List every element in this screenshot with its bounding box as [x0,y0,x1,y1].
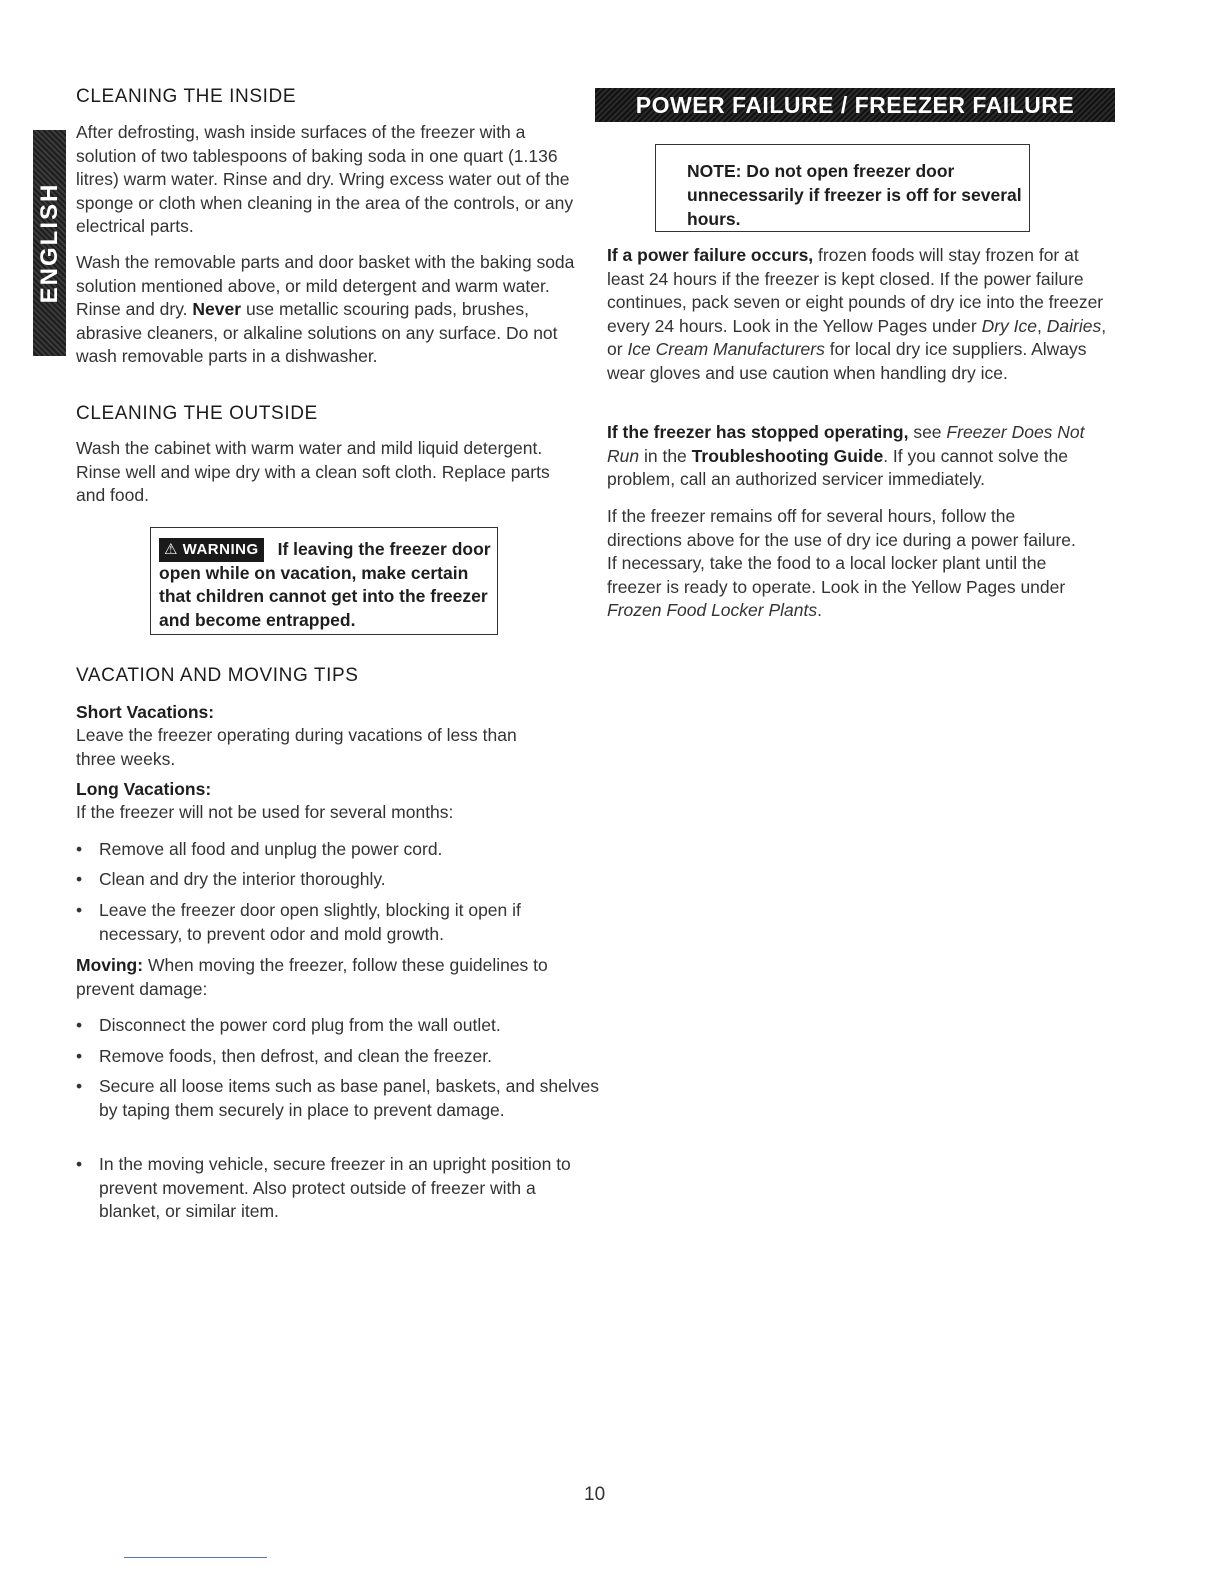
in-the-text: in the [643,445,687,466]
power-failure-para3 [607,505,1087,623]
moving-text: When moving the freezer, follow these guidelines to prevent damage: [76,955,548,999]
troubleshooting-guide-term: Troubleshooting Guide [691,445,884,466]
bullet-icon: • [76,1015,83,1035]
power-failure-p1-b: for local dry ice suppliers. Always wear gloves and use caution when handling dry ice. [607,339,1087,383]
list-item-text: Remove all food and unplug the power cord. [99,839,443,859]
power-failure-banner-title: POWER FAILURE / FREEZER FAILURE [635,91,1075,118]
vacation-heading: VACATION AND MOVING TIPS [76,665,359,686]
sep2: , or [607,315,1107,359]
list-item-text: Clean and dry the interior thoroughly. [99,869,386,889]
power-failure-lead: If a power failure occurs, [607,245,814,265]
cleaning-outside-heading: CLEANING THE OUTSIDE [76,403,318,424]
page-number: 10 [584,1484,606,1505]
list-item-text: Remove foods, then defrost, and clean the freezer. [99,1046,493,1066]
list-item-text: Secure all loose items such as base panel, baskets, and shelves by taping them securely in place to prevent damage. [99,1076,600,1120]
see-text: see [913,422,942,442]
dairies-term: Dairies [1046,315,1102,336]
cleaning-inside-para2-b: use metallic scouring pads, brushes, abrasive cleaners, or alkaline solutions on any surface. Do not wash removable parts in a dishwasher. [76,299,558,366]
long-vacations-title: Long Vacations: [76,779,212,799]
short-vacations-text: Leave the freezer operating during vacations of less than three weeks. [76,725,517,769]
language-tab-label: ENGLISH [35,182,63,304]
sep1: , [1037,315,1042,336]
warning-text: If leaving the freezer door open while on vacation, make certain that children cannot get into the freezer and become entrapped. [159,539,491,630]
cleaning-inside-para1: After defrosting, wash inside surfaces of the freezer with a solution of two tablespoons of baking soda in one quart (1.136 litres) warm water. Rinse and dry. Wring excess water out of the sponge or cloth when cleaning in the area of the controls, or any electrical parts. [76,122,574,236]
moving-title: Moving: [76,955,144,975]
list-item-text: Leave the freezer door open slightly, blocking it open if necessary, to prevent odor and mold growth. [99,900,521,944]
cleaning-inside-heading: CLEANING THE INSIDE [76,86,297,107]
warning-label [159,538,264,562]
frozen-food-locker-term: Frozen Food Locker Plants [607,600,818,620]
bullet-icon: • [76,900,83,920]
power-failure-p1-a: frozen foods will stay frozen for at least 24 hours if the freezer is kept closed. If the power failure continues, pack seven or eight pounds of dry ice into the freezer every 24 hours. Look in the Yellow Pages under [607,245,1104,336]
list-item [76,1075,599,1122]
p3-end: . [817,600,822,620]
list-item [76,868,589,892]
footer-rule [124,1557,267,1558]
list-item-text: In the moving vehicle, secure freezer in an upright position to prevent movement. Also protect outside of freezer with a blanket, or similar item. [99,1154,571,1221]
list-item [76,1153,589,1224]
list-item [76,1045,589,1069]
note-box [655,144,1030,232]
bullet-icon: • [76,869,83,889]
dry-ice-term: Dry Ice [981,315,1038,336]
bullet-icon: • [76,1076,83,1096]
power-failure-para1 [607,244,1119,385]
never-emphasis: Never [192,299,242,319]
bullet-icon: • [76,839,83,859]
warning-label-text: WARNING [182,541,259,558]
cleaning-inside-para2 [76,251,581,369]
bullet-icon: • [76,1046,83,1066]
warning-triangle-icon: ⚠ [164,541,178,558]
ice-cream-term: Ice Cream Manufacturers [627,339,825,359]
freezer-stopped-para [607,421,1112,492]
list-item [76,1014,589,1038]
moving-para [76,954,586,1001]
cleaning-outside-para: Wash the cabinet with warm water and mild liquid detergent. Rinse well and wipe dry with a clean soft cloth. Replace parts and food. [76,438,550,505]
bullet-icon: • [76,1154,83,1174]
freezer-stopped-lead: If the freezer has stopped operating, [607,422,909,442]
language-tab [33,130,66,356]
freezer-does-not-run-term: Freezer Does Not Run [607,422,1085,466]
power-failure-p3-a: If the freezer remains off for several hours, follow the directions above for the use of dry ice during a power failure. If necessary, take the food to a local locker plant until the freezer is ready to operate. Look in the Yellow Pages under [607,506,1076,597]
note-text: NOTE: Do not open freezer door unnecessarily if freezer is off for several hours. [687,161,1022,229]
short-vacations-title: Short Vacations: [76,702,215,722]
freezer-stopped-p2-b: . If you cannot solve the problem, call an authorized servicer immediately. [607,445,1069,489]
long-vacations-text: If the freezer will not be used for several months: [76,802,454,822]
list-item-text: Disconnect the power cord plug from the wall outlet. [99,1015,501,1035]
power-failure-banner [595,88,1115,122]
list-item [76,838,589,862]
warning-box [150,527,498,635]
list-item [76,899,589,946]
cleaning-inside-para2-a: Wash the removable parts and door basket with the baking soda solution mentioned above, or mild detergent and warm water. Rinse and dry. [76,252,575,319]
